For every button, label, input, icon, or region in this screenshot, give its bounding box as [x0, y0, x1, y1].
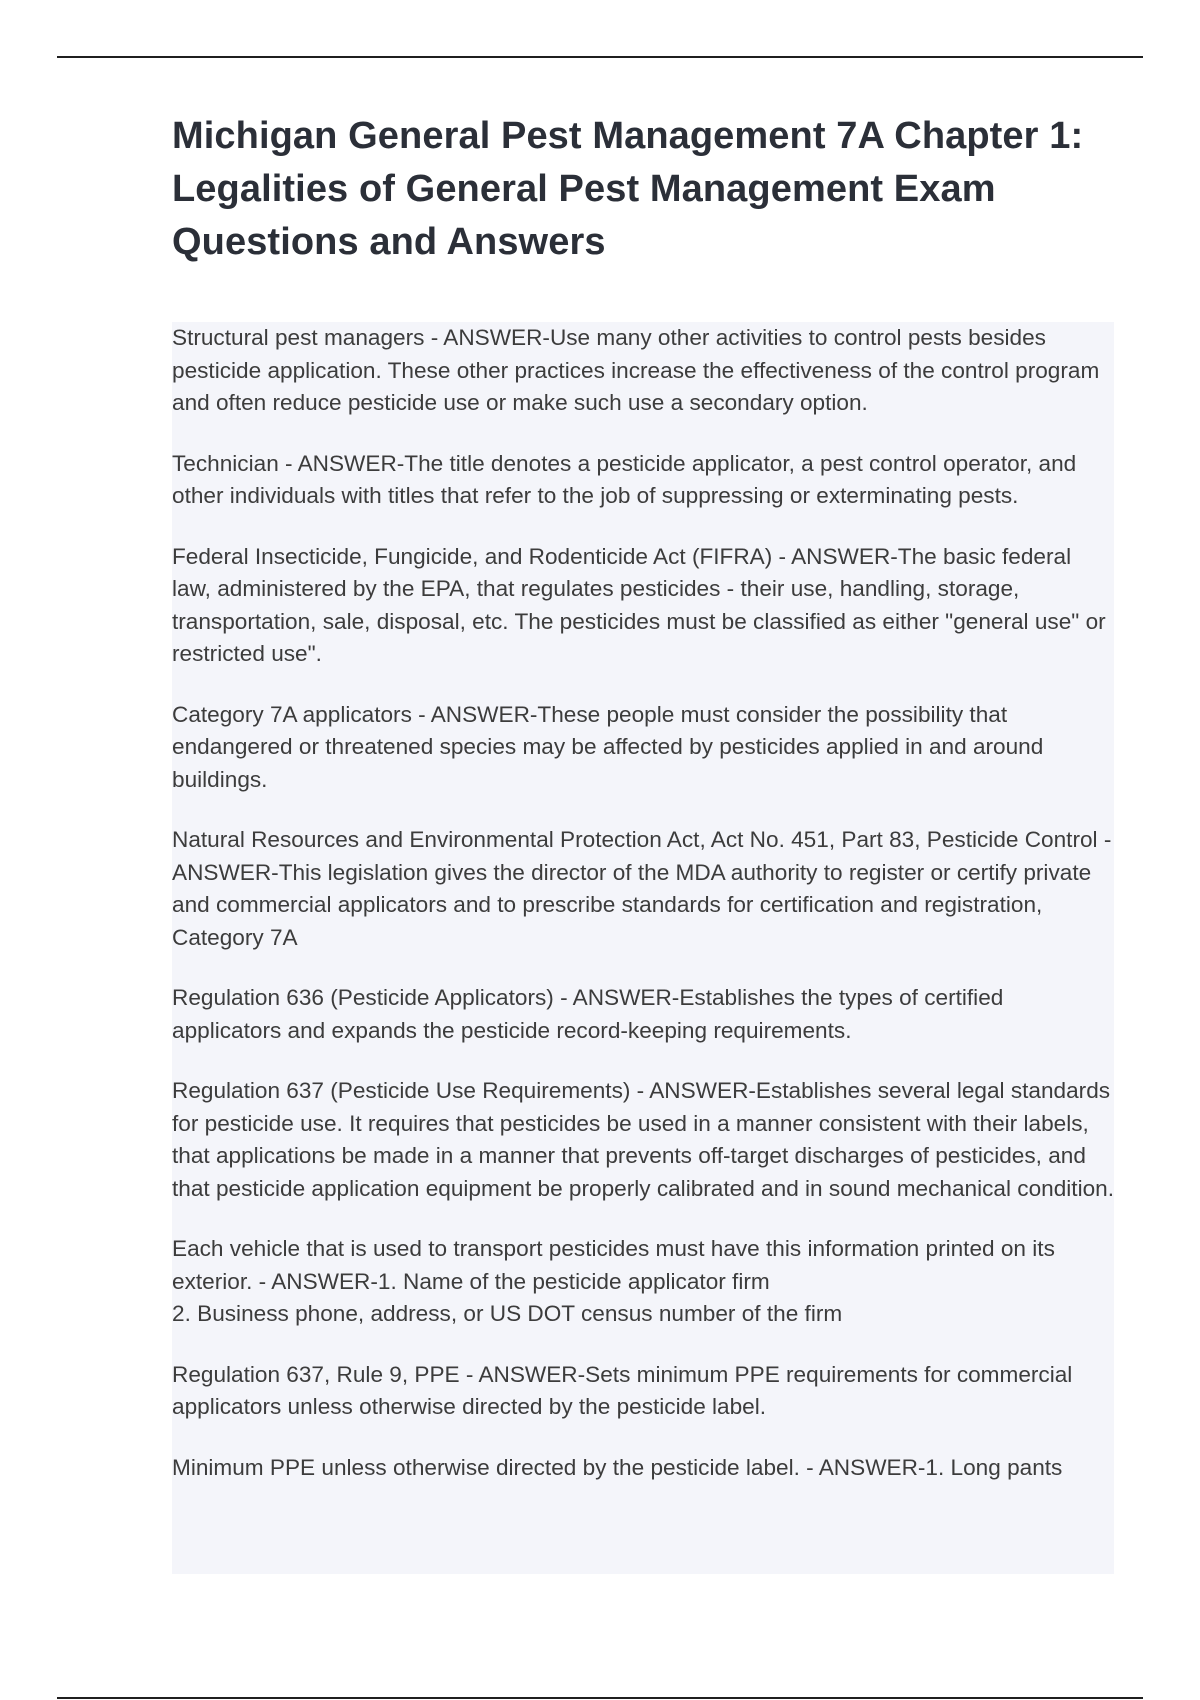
- qa-entry: Regulation 637, Rule 9, PPE - ANSWER-Sets minimum PPE requirements for commercial applicators unless otherwise directed by the pesticide label.: [172, 1361, 1073, 1419]
- qa-entry: Natural Resources and Environmental Protection Act, Act No. 451, Part 83, Pesticide Control - ANSWER-This legislation gives the director of the MDA authority to register or certify private and commercial applicators and to prescribe standards for certification and registration, Category 7A: [172, 827, 1112, 950]
- qa-entry: Minimum PPE unless otherwise directed by the pesticide label. - ANSWER-1. Long pants: [172, 1454, 1063, 1480]
- qa-entry: Category 7A applicators - ANSWER-These people must consider the possibility that endangered or threatened species may be affected by pesticides applied in and around buildings.: [172, 701, 1044, 792]
- bottom-divider: [57, 1697, 1143, 1699]
- qa-list: [172, 322, 1114, 1574]
- qa-entry: Technician - ANSWER-The title denotes a pesticide applicator, a pest control operator, and other individuals with titles that refer to the job of suppressing or exterminating pests.: [172, 450, 1077, 508]
- top-divider: [57, 56, 1143, 58]
- qa-entry: Federal Insecticide, Fungicide, and Rodenticide Act (FIFRA) - ANSWER-The basic federal law, administered by the EPA, that regulates pesticides - their use, handling, storage, transportation, sale, disposal, etc. The pesticides must be classified as either "general use" or restricted use".: [172, 543, 1106, 666]
- qa-entry: Each vehicle that is used to transport pesticides must have this information printed on its exterior. - ANSWER-1. Name of the pesticide applicator firm 2. Business phone, address, or US DOT census number of the firm: [172, 1236, 1055, 1326]
- qa-entry: Regulation 636 (Pesticide Applicators) - ANSWER-Establishes the types of certified applicators and expands the pesticide record-keeping requirements.: [172, 985, 1004, 1043]
- qa-entry: Regulation 637 (Pesticide Use Requirements) - ANSWER-Establishes several legal standards for pesticide use. It requires that pesticides be used in a manner consistent with their labels, that applications be made in a manner that prevents off-target discharges of pesticides, and that pesticide application equipment be properly calibrated and in sound mechanical condition.: [172, 1078, 1115, 1201]
- qa-entry: Structural pest managers - ANSWER-Use many other activities to control pests besides pesticide application. These other practices increase the effectiveness of the control program and often reduce pesticide use or make such use a secondary option.: [172, 325, 1100, 415]
- document-title: Michigan General Pest Management 7A Chapter 1: Legalities of General Pest Management Exam Questions and Answers: [172, 115, 1084, 263]
